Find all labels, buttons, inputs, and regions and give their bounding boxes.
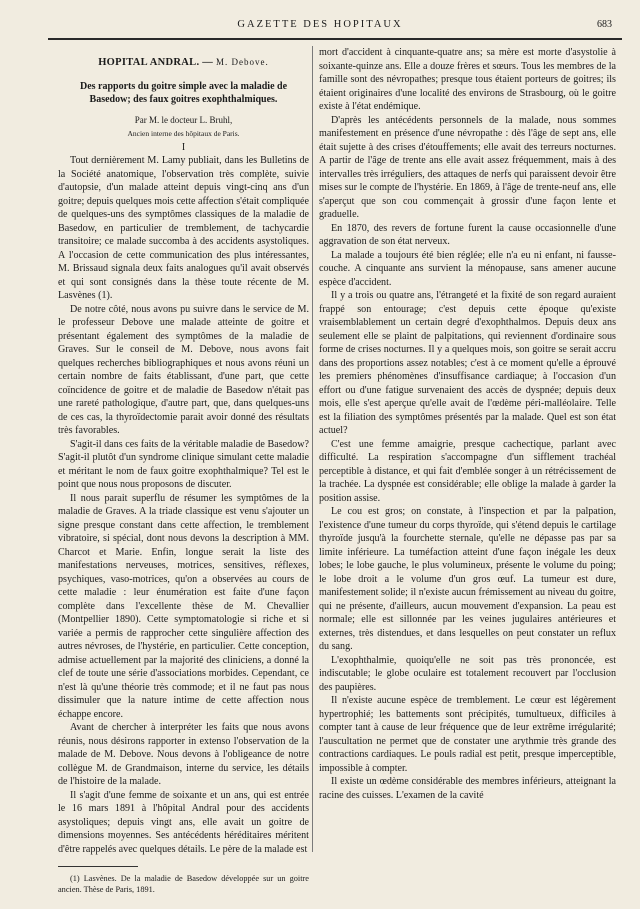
left-paragraph: S'agit-il dans ces faits de la véritable maladie de Basedow? S'agit-il plutôt d'un syndrome clinique simulant cette maladie et méritant le nom de faux goitre exophthalmique? Tel est le point que nous nous proposons de discuter. (58, 438, 309, 490)
left-paragraph: Il nous parait superflu de résumer les symptômes de la maladie de Graves. A la triade classique est venu s'ajouter un signe presque constant dans cette affection, le tremblement vibratoire, si spécial, dont nous devons la description à MM. Charcot et Marie. Enfin, longue serait la liste des manifestations nerveuses, motrices, sensitives, réflexes, psychiques, vaso-motrices, qu'on a observées au cours de cette maladie : leur énumération est faite d'une façon complète dans l'excellente thèse de M. Chevallier (Montpellier 1890). Cette symptomatologie si riche et si variée a permis de rapprocher cette singulière affection des autres névroses, de l'hystérie, en particulier. Cette conception, admise actuellement par la majorité des cliniciens, a donné la clef de toute une série d'associations morbides. Cependant, ce n'est là qu'une théorie très commode; et il ne faut pas nous dissimuler que la nature intime de cette affection nous échappe encore. (58, 492, 309, 720)
page-number: 683 (597, 19, 612, 30)
right-paragraph: D'après les antécédents personnels de la malade, nous sommes manifestement en présence d'une névropathe : dès l'âge de sept ans, elle était sujette à des crises d'étouffements; elle avait des terreurs nocturnes. A partir de l'âge de trente ans elle avait assez fréquemment, mais à des intervalles très irréguliers, des attaques de nerfs qui paraissent devoir être mises sur le compte de l'hystérie. En 1869, à l'âge de trente-neuf ans, elle s'aperçut que son cou commençait à grossir d'une façon lente et graduelle. (319, 114, 616, 220)
right-paragraph: L'exophthalmie, quoiqu'elle ne soit pas très prononcée, est indiscutable; le globe oculaire est totalement recouvert par l'occlusion des paupières. (319, 654, 616, 693)
column-separator (312, 46, 313, 852)
right-paragraph: Il y a trois ou quatre ans, l'étrangeté et la fixité de son regard auraient frappé son entourage; c'est depuis cette époque qu'existe vraisemblablement un certain degré d'exophthalmos. Depuis deux ans seulement elle se plaint de palpitations, qui reviennent d'ordinaire sous forme de crises nocturnes. Il y a quelques mois, son goitre se serait accru dans des proportions assez notables; c'est à ce moment qu'elle a éprouvé les premiers phénomènes d'insuffisance cardiaque; à l'occasion d'un effort ou d'une fatigue survenaient des accès de dyspnée; depuis deux mois, elle s'est aperçue qu'elle avait de l'œdème péri-malléolaire. Telle est la filiation des symptômes présentés par la malade. Quel est son état actuel? (319, 290, 616, 436)
section-title-separator: — (199, 57, 217, 68)
left-column (58, 46, 309, 895)
footnote: (1) Lasvènes. De la maladie de Basedow développée sur un goitre ancien. Thèse de Paris, 1891. (58, 874, 309, 894)
article-title-line-1: Des rapports du goitre simple avec la maladie de (79, 80, 288, 92)
chapter-number: I (181, 141, 186, 153)
right-column (319, 46, 616, 802)
right-paragraph: mort d'accident à cinquante-quatre ans; sa mère est morte d'asystolie à soixante-quinze ans. Elle a douze frères et sœurs. Tous les membres de la famille sont des névropathes; presque tous étaient porteurs de goitres; ils étaient originaires d'une localité des environs de Strasbourg, où le goitre existe à l'état endémique. (319, 47, 616, 112)
running-title: GAZETTE DES HOPITAUX (237, 19, 403, 30)
right-paragraph: C'est une femme amaigrie, presque cachectique, parlant avec difficulté. La respiration s'accompagne d'un sifflement trachéal perceptible à distance, et qui fait d'emblée songer à un rétrécissement de la trachée. La dyspnée est considérable; elle oblige la malade à garder la position assise. (319, 438, 616, 504)
right-paragraph: En 1870, des revers de fortune furent la cause occasionnelle d'une aggravation de son état nerveux. (319, 222, 616, 247)
right-paragraph: La malade a toujours été bien réglée; elle n'a eu ni enfant, ni fausse-couche. A cinquante ans survient la ménopause, sans amener aucune espèce d'accident. (319, 249, 616, 288)
left-paragraph: Il s'agit d'une femme de soixante et un ans, qui est entrée le 16 mars 1891 à l'hôpital Andral pour des accidents asystoliques; depuis vingt ans, elle avait un goitre de dimensions moyennes. Ses antécédents héréditaires méritent d'être rappelés avec quelques détails. Le père de la malade est (58, 789, 309, 855)
section-director: M. Debove. (216, 57, 269, 67)
right-paragraph: Il existe un œdème considérable des membres inférieurs, atteignant la racine des cuisses. L'examen de la cavité (319, 776, 616, 801)
section-name: HOPITAL ANDRAL. (98, 57, 200, 68)
right-paragraph: Il n'existe aucune espèce de tremblement. Le cœur est légèrement hypertrophié; les battements sont précipités, tumultueux, difficiles à compter tant à cause de leur fréquence que de leur extrême irrégularité; l'auscultation ne permet que de constater une arythmie très grande des contractions cardiaques. Le pouls radial est petit, presque imperceptible, impossible à compter. (319, 695, 616, 774)
right-paragraph: Le cou est gros; on constate, à l'inspection et par la palpation, l'existence d'une tumeur du corps thyroïde, qui s'étend depuis le cartilage thyroïde jusqu'à la fourchette sternale, qu'elle ne dépasse pas par sa limite inférieure. La tuméfaction atteint d'une façon inégale les deux lobes; le lobe gauche, le plus volumineux, présente le volume du poing; le lobe droit a le volume d'un gros œuf. La tumeur est dure, manifestement solide; il n'existe aucun frémissement au niveau du goitre, qui ne présente, d'ailleurs, aucun mouvement d'expansion. La peau est normale; elle est sillonnée par les veines jugulaires antérieures et externes, très distendues, et dans lesquelles on peut constater un reflux du sang. (319, 506, 616, 652)
left-paragraph: Tout dernièrement M. Lamy publiait, dans les Bulletins de la Société anatomique, l'observation très complète, suivie d'autopsie, d'un malade atteint depuis vingt-cinq ans d'un goitre; depuis quelques mois cette affection s'était compliquée de quelques-uns des symptômes classiques de la maladie de Basedow, en particulier de tremblement, de tachycardie transitoire; ce malade succomba à des accidents asystoliques. A l'occasion de cette communication des plus intéressantes, M. Brissaud signala deux faits analogues qu'il avait observés et qui sont consignés dans la thèse toute récente de M. Lasvènes (1). (58, 155, 309, 301)
article-byline-affiliation: Ancien interne des hôpitaux de Paris. (127, 129, 240, 138)
article-byline: Par M. le docteur L. Bruhl, (134, 114, 233, 125)
article-title-line-2: Basedow; des faux goitres exophthalmiques. (89, 93, 278, 105)
footnote-rule (58, 866, 138, 867)
left-paragraph: De notre côté, nous avons pu suivre dans le service de M. le professeur Debove une malade atteinte de goitre et présentant également des symptômes de la maladie de Graves. Sur le conseil de M. Debove, nous avons fait quelques recherches bibliographiques et nous avons réuni un certain nombre de faits établissant, d'une part, que cette coïncidence de goitre et de maladie de Basedow n'était pas une rareté pathologique, d'autre part, que, dans quelques-uns de ces cas, la thyroïdectomie parait avoir donné des résultats très favorables. (58, 303, 309, 436)
left-paragraph: Avant de chercher à interpréter les faits que nous avons réunis, nous désirons rapporter in extenso l'observation de la malade de M. Debove. Nous devons à l'obligeance de notre collègue M. de Grandmaison, interne du service, les détails de l'histoire de la malade. (58, 722, 309, 787)
header-rule (48, 38, 622, 40)
article-title (58, 80, 309, 106)
section-title (58, 50, 309, 70)
